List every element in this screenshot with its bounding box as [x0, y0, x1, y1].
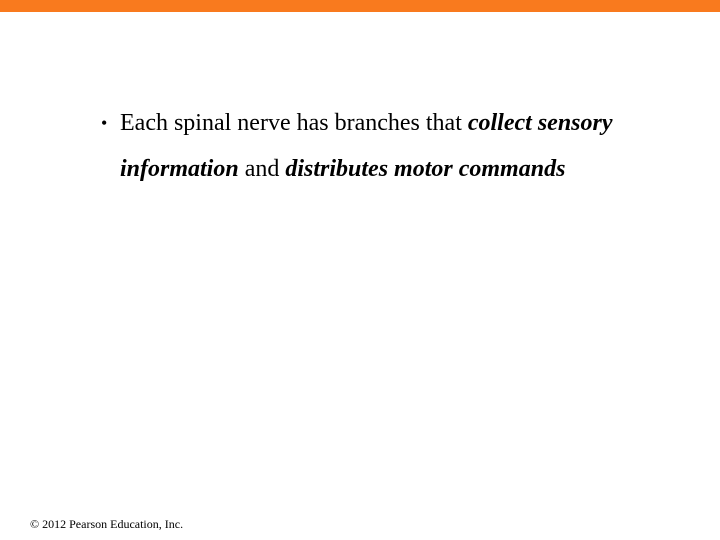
- accent-bar: [0, 0, 720, 12]
- bullet-text-plain: and: [238, 156, 286, 182]
- bullet-item: [98, 100, 658, 192]
- copyright-footer: © 2012 Pearson Education, Inc.: [30, 517, 184, 531]
- bullet-text-emphasis: collect sensory information: [120, 110, 613, 182]
- slide-body: [98, 100, 658, 192]
- bullet-text-emphasis: distributes motor commands: [285, 156, 566, 182]
- bullet-text-plain: Each spinal nerve has branches that: [120, 110, 468, 136]
- bullet-icon: •: [101, 113, 108, 133]
